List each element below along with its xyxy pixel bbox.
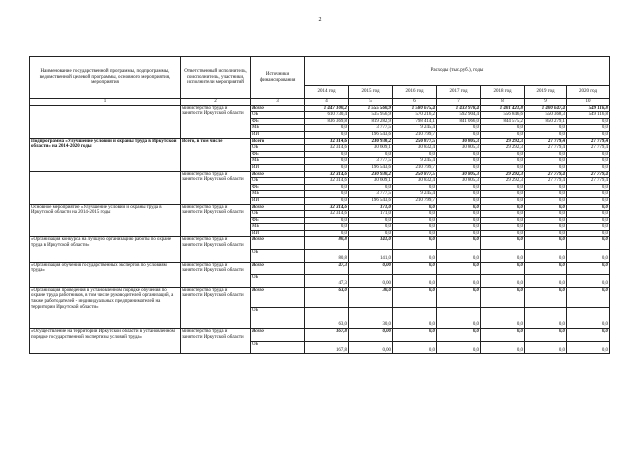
amount-cell: 0,0 <box>437 197 481 204</box>
amount-cell: 0,0 <box>567 341 610 354</box>
amount-cell: 30,0 <box>349 308 393 329</box>
amount-cell: 0,0 <box>305 184 349 191</box>
column-number: 9 <box>525 99 567 106</box>
amount-cell: 0,0 <box>525 125 567 132</box>
header-year: 2018 год <box>481 86 525 99</box>
table-row <box>30 287 610 308</box>
amount-cell: 29 292,3 <box>481 145 525 152</box>
program-name-cell: «Осуществление на территории Иркутской области в установленном порядке государственной экспертизы условий труда» <box>30 329 181 354</box>
column-number: 2 <box>181 99 251 106</box>
amount-cell: 0,0 <box>349 217 393 224</box>
amount-cell: 210 799,7 <box>393 131 437 138</box>
amount-cell: 0,0 <box>349 151 393 158</box>
amount-cell: 1 401 421,8 <box>481 105 525 112</box>
amount-cell: 0,0 <box>525 204 567 211</box>
amount-cell: 0,0 <box>481 184 525 191</box>
amount-cell: 27 779,4 <box>567 138 610 145</box>
source-cell: ОБ <box>251 250 305 263</box>
amount-cell: 0,0 <box>393 230 437 237</box>
source-cell: МБ <box>251 224 305 231</box>
program-name-cell <box>30 105 181 138</box>
amount-cell: 0,0 <box>567 275 610 288</box>
column-number-row <box>30 99 610 106</box>
table-row <box>30 237 610 250</box>
amount-cell: 0,0 <box>525 341 567 354</box>
amount-cell: 0,0 <box>305 197 349 204</box>
amount-cell: 610 730,4 <box>305 112 349 119</box>
amount-cell: 30 832,4 <box>393 145 437 152</box>
amount-cell: 0,0 <box>437 262 481 275</box>
source-cell: ФБ <box>251 217 305 224</box>
amount-cell: 0,0 <box>481 125 525 132</box>
source-cell: ОБ <box>251 112 305 119</box>
header-year: 2014 год <box>305 86 349 99</box>
executor-cell: министерство труда и занятости Иркутской области <box>181 171 251 204</box>
source-cell: Всего <box>251 204 305 211</box>
amount-cell: 0,0 <box>437 250 481 263</box>
amount-cell: 0,0 <box>525 184 567 191</box>
amount-cell: 32 314,6 <box>305 178 349 185</box>
source-cell: ИИ <box>251 197 305 204</box>
amount-cell: 0,0 <box>567 118 610 125</box>
amount-cell: 0,0 <box>567 230 610 237</box>
amount-cell: 0,0 <box>481 224 525 231</box>
column-number: 1 <box>30 99 181 106</box>
amount-cell: 841 066,0 <box>437 118 481 125</box>
source-cell: ОБ <box>251 178 305 185</box>
amount-cell: 592 904,4 <box>437 112 481 119</box>
amount-cell: 0,0 <box>525 262 567 275</box>
amount-cell: 32 314,6 <box>305 138 349 145</box>
amount-cell: 0,0 <box>437 224 481 231</box>
amount-cell: 0,0 <box>393 308 437 329</box>
table-row <box>30 329 610 342</box>
source-cell: ИИ <box>251 230 305 237</box>
amount-cell: 27 779,4 <box>525 145 567 152</box>
header-year: 2016 год <box>393 86 437 99</box>
source-cell: Всего <box>251 287 305 308</box>
amount-cell: 550 368,3 <box>525 112 567 119</box>
table-row <box>30 171 610 178</box>
amount-cell: 230 930,2 <box>349 171 393 178</box>
amount-cell: 0,0 <box>525 275 567 288</box>
amount-cell: 0,0 <box>481 204 525 211</box>
amount-cell: 549 116,8 <box>567 105 610 112</box>
amount-cell: 63,0 <box>305 308 349 329</box>
amount-cell: 0,0 <box>393 262 437 275</box>
amount-cell: 0,0 <box>567 197 610 204</box>
amount-cell: 30 609,1 <box>349 145 393 152</box>
amount-cell: 0,0 <box>393 287 437 308</box>
source-cell: ОБ <box>251 275 305 288</box>
amount-cell: 250 877,5 <box>393 171 437 178</box>
executor-cell: министерство труда и занятости Иркутской области <box>181 105 251 138</box>
program-name-cell <box>30 171 181 204</box>
header-source: Источники финансирования <box>251 57 305 99</box>
amount-cell: 0,0 <box>525 217 567 224</box>
amount-cell: 0,0 <box>481 329 525 342</box>
amount-cell: 844 575,2 <box>481 118 525 125</box>
amount-cell: 0,0 <box>349 184 393 191</box>
amount-cell: 0,0 <box>481 211 525 218</box>
amount-cell: 0,0 <box>567 191 610 198</box>
amount-cell: 570 216,2 <box>393 112 437 119</box>
amount-cell: 0,0 <box>567 151 610 158</box>
executor-cell: министерство труда и занятости Иркутской области <box>181 204 251 237</box>
amount-cell: 196 543,6 <box>349 197 393 204</box>
amount-cell: 167,8 <box>305 329 349 342</box>
amount-cell: 0,0 <box>437 237 481 250</box>
amount-cell: 0,0 <box>481 237 525 250</box>
amount-cell: 0,0 <box>393 329 437 342</box>
amount-cell: 3 777,5 <box>349 158 393 165</box>
amount-cell: 0,0 <box>437 341 481 354</box>
program-name-cell: «Организация проведения в установленном порядке обучения по охране труда работников, в том числе руководителей организаций, а также работодателей - индивидуальных предпринимателей на территории Иркутской области» <box>30 287 181 328</box>
header-expenses: Расходы (тыс.руб.), годы <box>305 57 610 86</box>
amount-cell: 0,0 <box>525 224 567 231</box>
header-year: 2015 год <box>349 86 393 99</box>
amount-cell: 0,0 <box>567 250 610 263</box>
program-name-cell: «Организация обучения государственных экспертов по условиям труда» <box>30 262 181 287</box>
amount-cell: 0,0 <box>393 217 437 224</box>
amount-cell: 27 779,4 <box>567 171 610 178</box>
amount-cell: 0,0 <box>305 151 349 158</box>
amount-cell: 0,0 <box>567 224 610 231</box>
source-cell: ФБ <box>251 118 305 125</box>
amount-cell: 196 543,6 <box>349 164 393 171</box>
amount-cell: 0,0 <box>437 151 481 158</box>
source-cell: Всего <box>251 105 305 112</box>
amount-cell: 141,0 <box>349 237 393 250</box>
source-cell: ОБ <box>251 341 305 354</box>
amount-cell: 836 369,8 <box>305 118 349 125</box>
amount-cell: 0,0 <box>305 224 349 231</box>
table-row <box>30 204 610 211</box>
amount-cell: 47,3 <box>305 262 349 275</box>
column-number: 7 <box>437 99 481 106</box>
amount-cell: 0,0 <box>525 164 567 171</box>
amount-cell: 29 292,3 <box>481 171 525 178</box>
amount-cell: 0,00 <box>349 329 393 342</box>
amount-cell: 0,0 <box>525 211 567 218</box>
source-cell: Всего <box>251 138 305 145</box>
column-number: 5 <box>349 99 393 106</box>
amount-cell: 0,0 <box>305 131 349 138</box>
amount-cell: 0,0 <box>525 197 567 204</box>
amount-cell: 0,0 <box>437 125 481 132</box>
amount-cell: 9 245,4 <box>393 158 437 165</box>
amount-cell: 0,0 <box>481 250 525 263</box>
source-cell: Всего <box>251 171 305 178</box>
amount-cell: 0,0 <box>437 217 481 224</box>
program-name-cell: «Организация конкурса на лучшую организацию работы по охране труда в Иркутской области» <box>30 237 181 262</box>
budget-table <box>29 56 610 354</box>
header-year: 2019 год <box>525 86 567 99</box>
amount-cell: 0,0 <box>525 230 567 237</box>
table-body <box>30 57 610 354</box>
amount-cell: 0,0 <box>349 230 393 237</box>
amount-cell: 3 777,5 <box>349 191 393 198</box>
amount-cell: 3 777,5 <box>349 125 393 132</box>
amount-cell: 0,0 <box>481 217 525 224</box>
amount-cell: 0,0 <box>393 237 437 250</box>
source-cell: ИИ <box>251 131 305 138</box>
column-number: 4 <box>305 99 349 106</box>
amount-cell: 0,0 <box>437 164 481 171</box>
amount-cell: 0,0 <box>525 151 567 158</box>
amount-cell: 0,00 <box>349 341 393 354</box>
amount-cell: 30 805,3 <box>437 171 481 178</box>
amount-cell: 0,0 <box>305 125 349 132</box>
amount-cell: 0,0 <box>567 329 610 342</box>
amount-cell: 0,0 <box>437 204 481 211</box>
amount-cell: 0,0 <box>481 131 525 138</box>
page-number: 2 <box>318 17 322 23</box>
amount-cell: 27 779,4 <box>525 171 567 178</box>
amount-cell: 0,0 <box>525 329 567 342</box>
table-row <box>30 138 610 145</box>
amount-cell: 32 314,6 <box>305 211 349 218</box>
amount-cell: 0,0 <box>567 287 610 308</box>
amount-cell: 0,0 <box>349 224 393 231</box>
amount-cell: 0,0 <box>305 164 349 171</box>
amount-cell: 0,0 <box>567 237 610 250</box>
amount-cell: 1 447 100,2 <box>305 105 349 112</box>
amount-cell: 1 400 647,4 <box>525 105 567 112</box>
header-year: 2020 год <box>567 86 610 99</box>
source-cell: ФБ <box>251 151 305 158</box>
source-cell: Всего <box>251 262 305 275</box>
amount-cell: 230 930,2 <box>349 138 393 145</box>
amount-cell: 0,0 <box>481 275 525 288</box>
amount-cell: 196 543,6 <box>349 131 393 138</box>
amount-cell: 0,0 <box>437 158 481 165</box>
amount-cell: 0,0 <box>305 217 349 224</box>
amount-cell: 210 799,7 <box>393 164 437 171</box>
amount-cell: 0,0 <box>481 308 525 329</box>
amount-cell: 0,0 <box>525 158 567 165</box>
amount-cell: 0,0 <box>437 329 481 342</box>
amount-cell: 141,0 <box>349 250 393 263</box>
amount-cell: 1 433 978,4 <box>437 105 481 112</box>
amount-cell: 171,0 <box>349 204 393 211</box>
header-row <box>30 57 610 86</box>
amount-cell: 29 292,3 <box>481 138 525 145</box>
amount-cell: 0,0 <box>481 164 525 171</box>
amount-cell: 27 779,4 <box>567 178 610 185</box>
amount-cell: 0,0 <box>567 184 610 191</box>
amount-cell: 850 279,1 <box>525 118 567 125</box>
amount-cell: 0,0 <box>393 184 437 191</box>
amount-cell: 63,0 <box>305 287 349 308</box>
amount-cell: 1 580 675,4 <box>393 105 437 112</box>
amount-cell: 30 609,1 <box>349 178 393 185</box>
amount-cell: 80,8 <box>305 250 349 263</box>
amount-cell: 0,00 <box>349 275 393 288</box>
column-number: 8 <box>481 99 525 106</box>
amount-cell: 0,0 <box>437 275 481 288</box>
source-cell: ОБ <box>251 211 305 218</box>
column-number: 3 <box>251 99 305 106</box>
amount-cell: 167,8 <box>305 341 349 354</box>
amount-cell: 80,8 <box>305 237 349 250</box>
amount-cell: 0,0 <box>567 262 610 275</box>
amount-cell: 0,0 <box>393 224 437 231</box>
amount-cell: 0,0 <box>437 131 481 138</box>
amount-cell: 556 846,6 <box>481 112 525 119</box>
source-cell: ОБ <box>251 145 305 152</box>
amount-cell: 0,0 <box>567 131 610 138</box>
header-executor: Ответственный исполнитель, соисполнитель, участники, исполнители мероприятий <box>181 57 251 99</box>
amount-cell: 0,0 <box>525 131 567 138</box>
amount-cell: 27 779,4 <box>525 138 567 145</box>
amount-cell: 0,0 <box>481 262 525 275</box>
amount-cell: 47,3 <box>305 275 349 288</box>
amount-cell: 0,0 <box>567 158 610 165</box>
amount-cell: 0,0 <box>437 230 481 237</box>
header-year: 2017 год <box>437 86 481 99</box>
source-cell: МБ <box>251 158 305 165</box>
amount-cell: 0,0 <box>305 158 349 165</box>
amount-cell: 0,0 <box>393 250 437 263</box>
amount-cell: 9 245,4 <box>393 125 437 132</box>
amount-cell: 0,0 <box>525 250 567 263</box>
header-name: Наименование государственной программы, подпрограммы, ведомственной целевой программы, основного мероприятия, мероприятия <box>30 57 181 99</box>
amount-cell: 0,0 <box>481 287 525 308</box>
amount-cell: 210 799,7 <box>393 197 437 204</box>
amount-cell: 0,0 <box>393 341 437 354</box>
amount-cell: 0,0 <box>437 308 481 329</box>
amount-cell: 0,0 <box>437 184 481 191</box>
amount-cell: 0,0 <box>305 191 349 198</box>
amount-cell: 9 245,4 <box>393 191 437 198</box>
amount-cell: 0,0 <box>481 151 525 158</box>
amount-cell: 0,0 <box>437 211 481 218</box>
amount-cell: 0,0 <box>525 191 567 198</box>
amount-cell: 549 116,8 <box>567 112 610 119</box>
amount-cell: 0,0 <box>393 151 437 158</box>
amount-cell: 30 805,3 <box>437 138 481 145</box>
source-cell: ФБ <box>251 184 305 191</box>
amount-cell: 0,0 <box>305 230 349 237</box>
amount-cell: 32 314,6 <box>305 204 349 211</box>
program-name-cell: Подпрограмма «Улучшение условий и охраны труда в Иркутской области» на 2014-2020 годы <box>30 138 181 171</box>
source-cell: ИИ <box>251 164 305 171</box>
amount-cell: 0,00 <box>349 262 393 275</box>
executor-cell: министерство труда и занятости Иркутской области <box>181 262 251 287</box>
amount-cell: 0,0 <box>567 211 610 218</box>
source-cell: МБ <box>251 191 305 198</box>
amount-cell: 0,0 <box>481 158 525 165</box>
amount-cell: 32 314,6 <box>305 145 349 152</box>
amount-cell: 0,0 <box>437 287 481 308</box>
amount-cell: 0,0 <box>481 191 525 198</box>
amount-cell: 0,0 <box>481 230 525 237</box>
executor-cell: министерство труда и занятости Иркутской области <box>181 287 251 328</box>
amount-cell: 32 314,6 <box>305 171 349 178</box>
table-row <box>30 262 610 275</box>
amount-cell: 0,0 <box>393 211 437 218</box>
amount-cell: 0,0 <box>525 308 567 329</box>
column-number: 6 <box>393 99 437 106</box>
amount-cell: 1 555 560,9 <box>349 105 393 112</box>
executor-cell: Всего, в том числе <box>181 138 251 171</box>
amount-cell: 30 805,3 <box>437 178 481 185</box>
amount-cell: 27 779,4 <box>567 145 610 152</box>
amount-cell: 0,0 <box>567 217 610 224</box>
source-cell: ОБ <box>251 308 305 329</box>
amount-cell: 27 779,4 <box>525 178 567 185</box>
executor-cell: министерство труда и занятости Иркутской области <box>181 237 251 262</box>
amount-cell: 171,0 <box>349 211 393 218</box>
program-name-cell: Основное мероприятие «Улучшение условий и охраны труда в Иркутской области на 2014-2015 годы <box>30 204 181 237</box>
amount-cell: 0,0 <box>567 204 610 211</box>
amount-cell: 535 956,9 <box>349 112 393 119</box>
amount-cell: 0,0 <box>393 204 437 211</box>
table-row <box>30 105 610 112</box>
amount-cell: 0,0 <box>393 275 437 288</box>
amount-cell: 0,0 <box>437 191 481 198</box>
amount-cell: 798 414,1 <box>393 118 437 125</box>
amount-cell: 0,0 <box>525 287 567 308</box>
amount-cell: 30 832,4 <box>393 178 437 185</box>
amount-cell: 250 877,5 <box>393 138 437 145</box>
amount-cell: 30 805,3 <box>437 145 481 152</box>
amount-cell: 0,0 <box>567 164 610 171</box>
column-number: 10 <box>567 99 610 106</box>
amount-cell: 0,0 <box>481 341 525 354</box>
source-cell: Всего <box>251 329 305 342</box>
amount-cell: 0,0 <box>481 197 525 204</box>
amount-cell: 819 282,9 <box>349 118 393 125</box>
executor-cell: министерство труда и занятости Иркутской области <box>181 329 251 354</box>
amount-cell: 29 292,3 <box>481 178 525 185</box>
amount-cell: 0,0 <box>525 237 567 250</box>
amount-cell: 0,0 <box>567 308 610 329</box>
source-cell: Всего <box>251 237 305 250</box>
amount-cell: 0,0 <box>567 125 610 132</box>
source-cell: МБ <box>251 125 305 132</box>
amount-cell: 30,0 <box>349 287 393 308</box>
